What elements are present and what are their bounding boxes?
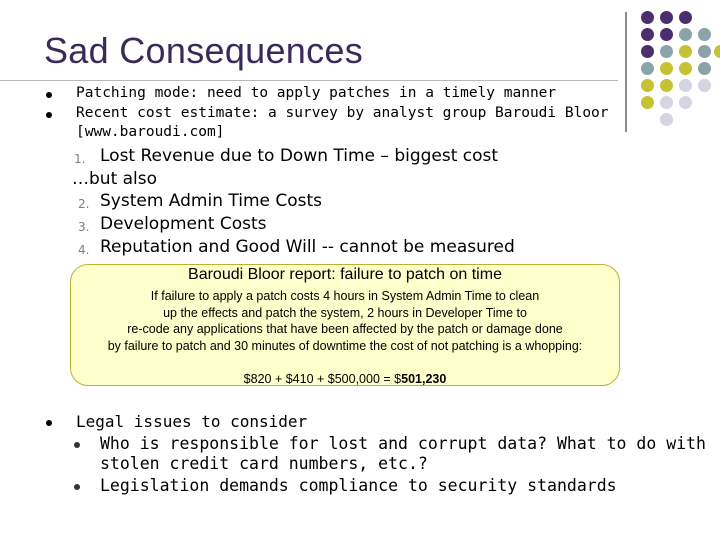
callout-title: Baroudi Bloor report: failure to patch on time [188,266,502,283]
list-item-lost-revenue: Lost Revenue due to Down Time – biggest cost [100,146,499,166]
callout-line: If failure to apply a patch costs 4 hours in System Admin Time to clean [150,289,540,303]
callout-line: re-code any applications that have been affected by the patch or damage done [127,322,563,336]
vertical-divider [625,12,627,132]
dot [660,11,673,24]
list-item-but-also: …but also [72,169,158,189]
dot [679,28,692,41]
dot [698,62,711,75]
bullet-patching-mode: Patching mode: need to apply patches in a timely manner [76,85,557,101]
list-item-reputation: Reputation and Good Will -- cannot be measured [100,237,515,257]
bullet-cost-estimate: Recent cost estimate: a survey by analyst group Baroudi Bloor [76,105,609,121]
dot [679,45,692,58]
dot [679,79,692,92]
dot [660,113,673,126]
bullet-cost-estimate-url: [www.baroudi.com] [76,124,225,140]
bullet-icon [46,92,52,98]
callout-total [70,372,620,386]
dot [641,96,654,109]
legal-item-responsibility-cont: stolen credit card numbers, etc.? [100,454,428,473]
dot [714,45,720,58]
dot [641,11,654,24]
dot [698,79,711,92]
total-amount: 501,230 [401,372,447,386]
title-underline [0,80,618,81]
list-number: 4. [78,243,90,257]
list-number: 1. [74,152,86,166]
callout-line: up the effects and patch the system, 2 hours in Developer Time to [163,305,527,320]
dot [641,45,654,58]
legal-heading: Legal issues to consider [76,412,308,431]
dot [641,79,654,92]
dot [679,62,692,75]
sub-bullet-icon [74,484,80,490]
total-formula: $820 + $410 + $500,000 = $ [243,372,402,386]
dot [641,62,654,75]
dot [698,45,711,58]
dot [679,11,692,24]
dot [641,28,654,41]
sub-bullet-icon [74,442,80,448]
dot [698,28,711,41]
dot [660,96,673,109]
callout-body [70,288,620,354]
dot [660,45,673,58]
list-item-admin-time: System Admin Time Costs [100,191,323,211]
legal-item-legislation: Legislation demands compliance to security standards [100,476,617,495]
dot [660,62,673,75]
dot [679,96,692,109]
callout-line: by failure to patch and 30 minutes of downtime the cost of not patching is a whopping: [107,338,583,353]
bullet-icon [46,112,52,118]
slide-title: Sad Consequences [44,30,364,71]
list-number: 2. [78,197,90,211]
bullet-icon [46,420,52,426]
legal-item-responsibility: Who is responsible for lost and corrupt data? What to do with [100,434,706,453]
dot [660,79,673,92]
dot [660,28,673,41]
list-item-development: Development Costs [100,214,267,234]
list-number: 3. [78,220,90,234]
